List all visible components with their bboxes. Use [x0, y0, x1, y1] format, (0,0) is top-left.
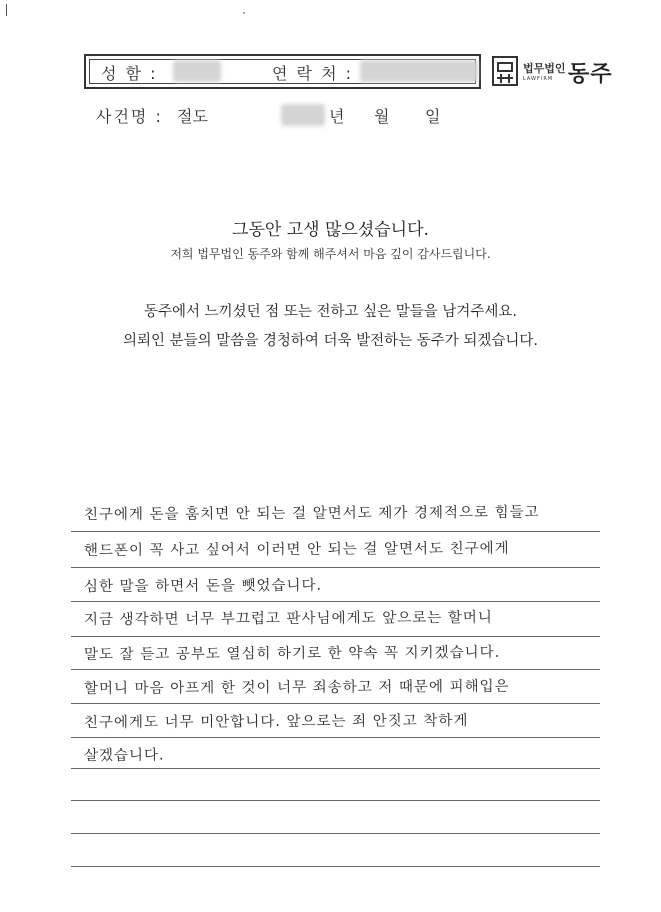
ruled-line	[71, 737, 600, 738]
ruled-line	[71, 703, 600, 704]
ruled-line	[71, 768, 600, 769]
handwritten-line: 할머니 마음 아프게 한 것이 너무 죄송하고 저 때문에 피해입은	[83, 678, 510, 697]
handwritten-line: 살겠습니다.	[83, 747, 165, 764]
handwritten-line: 말도 잘 듣고 공부도 열심히 하기로 한 약속 꼭 지키겠습니다.	[83, 644, 501, 663]
contact-label: 연 락 처 :	[272, 64, 354, 83]
scan-dot	[243, 12, 245, 14]
handwritten-line: 핸드폰이 꼭 사고 싶어서 이러면 안 되는 걸 알면서도 친구에게	[83, 540, 510, 559]
ruled-line	[71, 800, 600, 801]
ruled-line	[71, 866, 600, 867]
thanks-subheading: 저희 법무법인 동주와 함께 해주셔서 마음 깊이 감사드립니다.	[170, 247, 491, 261]
name-label: 성 함 :	[101, 64, 158, 83]
ruled-line	[71, 531, 600, 532]
contact-redaction	[360, 60, 478, 82]
ruled-line	[71, 636, 600, 637]
handwritten-line: 친구에게 돈을 훔치면 안 되는 걸 알면서도 제가 경제적으로 힘들고	[83, 504, 540, 523]
name-redaction	[173, 60, 221, 82]
ruled-line	[71, 669, 600, 670]
ruled-line	[71, 833, 600, 834]
lawfirm-seal-icon	[492, 56, 518, 86]
logo-text-english: LAWFIRM	[523, 76, 554, 82]
logo-text-small: 법무법인	[523, 62, 566, 75]
case-value: 절도	[177, 107, 208, 126]
case-label: 사건명 :	[96, 107, 163, 126]
ruled-line	[71, 567, 600, 568]
lawfirm-logo	[492, 54, 622, 90]
prompt-line-1: 동주에서 느끼셨던 점 또는 전하고 싶은 말들을 남겨주세요.	[143, 304, 518, 320]
date-day-label: 일	[425, 107, 441, 126]
scan-mark	[6, 4, 7, 16]
date-year-label: 년	[329, 107, 345, 126]
prompt-line-2: 의뢰인 분들의 말씀을 경청하여 더욱 발전하는 동주가 되겠습니다.	[122, 333, 539, 349]
handwritten-line: 지금 생각하면 너무 부끄럽고 판사님에게도 앞으로는 할머니	[83, 609, 493, 628]
thanks-heading: 그동안 고생 많으셨습니다.	[232, 220, 429, 240]
year-redaction	[281, 104, 325, 126]
handwritten-line: 친구에게도 너무 미안합니다. 앞으로는 죄 안짓고 착하게	[83, 712, 469, 731]
date-month-label: 월	[374, 107, 390, 126]
handwritten-line: 심한 말을 하면서 돈을 뺏었습니다.	[83, 577, 323, 595]
ruled-line	[71, 601, 600, 602]
logo-text-big: 동주	[568, 62, 613, 87]
